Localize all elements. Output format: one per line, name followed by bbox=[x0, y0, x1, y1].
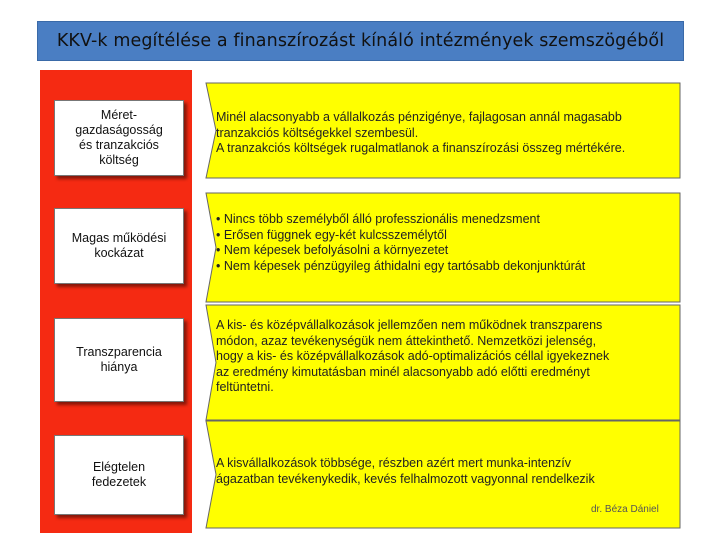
row-description-2 bbox=[203, 190, 680, 302]
slide-title-bar bbox=[37, 21, 684, 61]
row-description-text-2: • Nincs több személyből álló professzionális menedzsment • Erősen függnek egy-két kulcsszemélytől • Nem képesek befolyásolni a környezetet • Nem képesek pénzügyileg áthidalni egy tartósabb dekonjunktúrát bbox=[216, 212, 586, 273]
slide-title: KKV-k megítélése a finanszírozást kínáló intézmények szemszögéből bbox=[56, 31, 665, 51]
row-description-text-3: A kis- és középvállalkozások jellemzően nem működnek transzparens módon, azaz tevékenységük nem áttekinthető. Nemzetközi jelenség, hogy a kis- és középvállalkozások adó-optimalizációs céllal igyekeznek az eredmény kimutatásban minél alacsonyabb adó előtti eredményt feltüntetni. bbox=[216, 318, 610, 394]
row-label-text-3: Transzparencia hiánya bbox=[76, 345, 162, 374]
row-label-1 bbox=[54, 100, 184, 176]
row-description-text-1: Minél alacsonyabb a vállalkozás pénzigénye, fajlagosan annál magasabb tranzakciós költségekkel szembesül. A tranzakciós költségek rugalmatlanok a finanszírozási összeg mértékére. bbox=[216, 110, 626, 155]
row-description-3 bbox=[203, 302, 680, 420]
row-label-2 bbox=[54, 208, 184, 284]
row-label-3 bbox=[54, 318, 184, 402]
row-label-text-1: Méret- gazdaságosság és tranzakciós költség bbox=[75, 108, 163, 167]
row-label-4 bbox=[54, 435, 184, 515]
footer-author: dr. Béza Dániel bbox=[591, 504, 659, 515]
row-label-text-2: Magas működési kockázat bbox=[71, 231, 167, 260]
row-label-text-4: Elégtelen fedezetek bbox=[91, 460, 147, 489]
row-description-text-4: A kisvállalkozások többsége, részben azért mert munka-intenzív ágazatban tevékenykedik, kevés felhalmozott vagyonnal rendelkezik bbox=[216, 456, 595, 486]
row-description-1 bbox=[203, 80, 680, 178]
